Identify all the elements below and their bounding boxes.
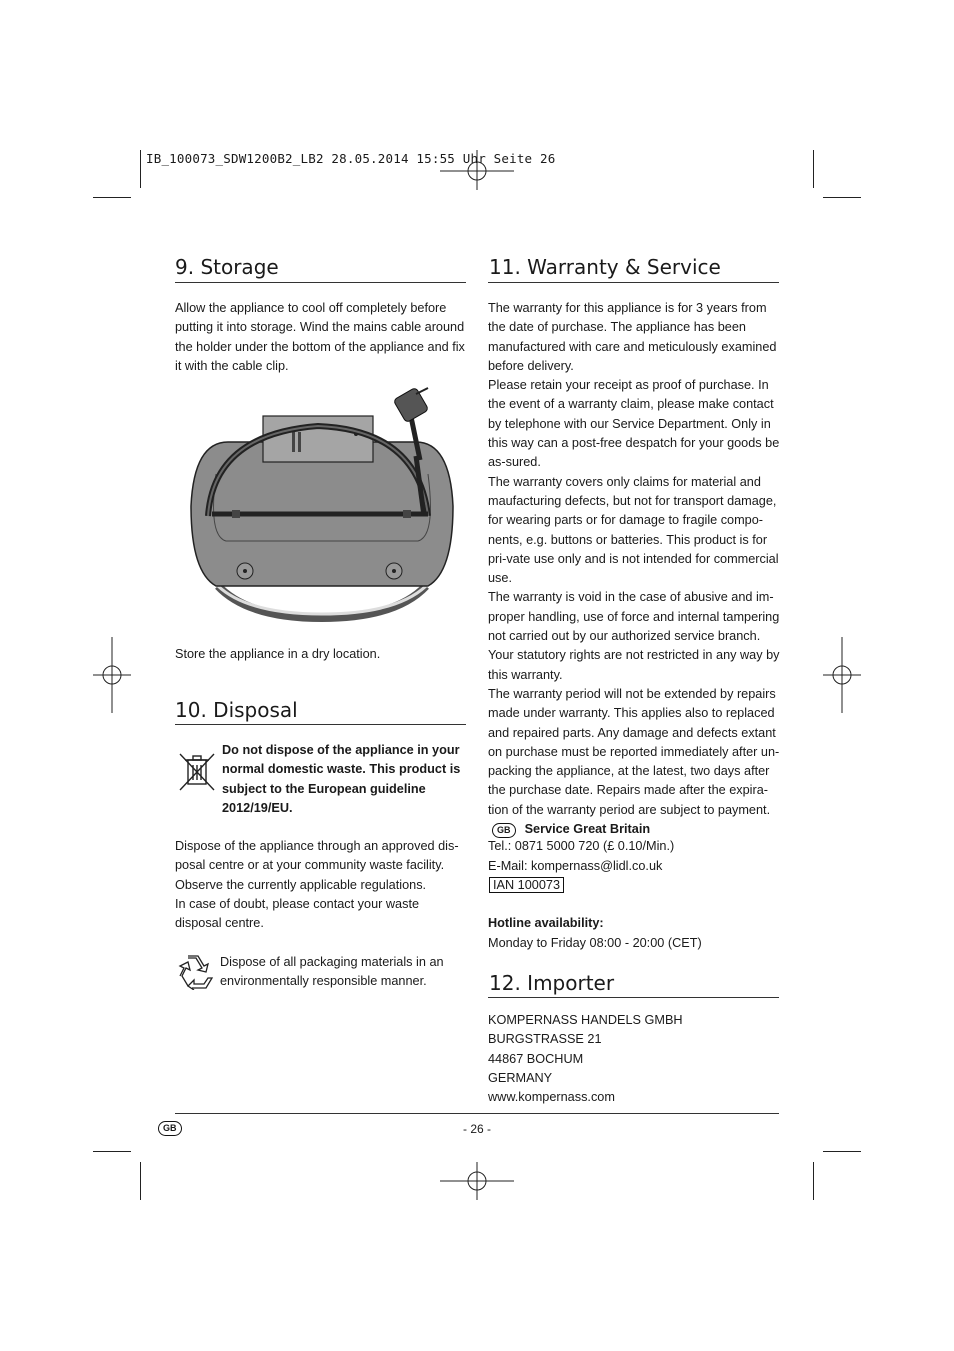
- crossed-out-bin-icon: [178, 752, 216, 792]
- importer-heading: 12. Importer: [489, 971, 615, 995]
- importer-address: KOMPERNASS HANDELS GMBH BURGSTRASSE 21 44867 BOCHUM GERMANY www.kompernass.com: [488, 1011, 683, 1107]
- warranty-heading: 11. Warranty & Service: [489, 255, 721, 279]
- page-number: - 26 -: [462, 1122, 491, 1136]
- service-title: Service Great Britain: [524, 822, 651, 836]
- importer-website[interactable]: www.kompernass.com: [488, 1090, 615, 1105]
- disposal-heading: 10. Disposal: [175, 698, 298, 722]
- storage-heading: 9. Storage: [175, 255, 279, 279]
- recycle-icon: [176, 954, 214, 990]
- gb-country-badge: GB: [492, 823, 516, 838]
- ian-number: IAN 100073: [489, 877, 564, 893]
- weee-warning: Do not dispose of the appliance in your normal domestic waste. This product is subject to the European guideline 2012/19/EU.: [222, 743, 461, 815]
- storage-dry-text: Store the appliance in a dry location.: [175, 647, 381, 661]
- hotline-title: Hotline availability:: [488, 916, 604, 930]
- warranty-text: The warranty for this appliance is for 3 years from the date of purchase. The appliance has been manufactured with care and meticulously examined before delivery. Please retain your receipt as proof of purchase. In the event of a warranty claim, please make contact by telephone with our Service Department. Only in this way can a post-free despatch for your goods be as-sured. The warranty covers only claims for material and maufacturing defects, but not for transport damage, for wearing parts or for damage to fragile compo-nents, e.g. buttons or batteries. This product is for pri-vate use only and is not intended for commercial use. The warranty is void in the case of abusive and im-proper handling, use of force and internal tampering not carried out by our authorized service branch. Your statutory rights are not restricted in any way by this warranty. The warranty period will not be extended by repairs made under warranty. This applies also to replaced and repaired parts. Any damage and defects extant on purchase must be reported immediately after un-packing the appliance, at the latest, two days after the purchase date. Repairs made after the expira-tion of the warranty period are subject to payment.: [488, 301, 780, 817]
- appliance-cable-illustration: [188, 386, 456, 622]
- packaging-text: Dispose of all packaging materials in an environmentally responsible manner.: [220, 955, 444, 989]
- disposal-contact-text: In case of doubt, please contact your waste disposal centre.: [175, 897, 420, 931]
- service-tel: Tel.: 0871 5000 720 (£ 0.10/Min.): [488, 839, 675, 853]
- storage-text: Allow the appliance to cool off completely before putting it into storage. Wind the mains cable around the holder under the bottom of the appliance and fix it with the cable clip.: [175, 301, 465, 373]
- print-slug: IB_100073_SDW1200B2_LB2 28.05.2014 15:55 Uhr Seite 26: [146, 151, 556, 166]
- service-email: E-Mail: kompernass@lidl.co.uk: [488, 859, 663, 873]
- disposal-text: Dispose of the appliance through an approved dis-posal centre or at your community waste facility. Observe the currently applicable regulations.: [175, 839, 459, 892]
- hotline-hours: Monday to Friday 08:00 - 20:00 (CET): [488, 936, 702, 950]
- footer-gb-badge: GB: [158, 1121, 182, 1136]
